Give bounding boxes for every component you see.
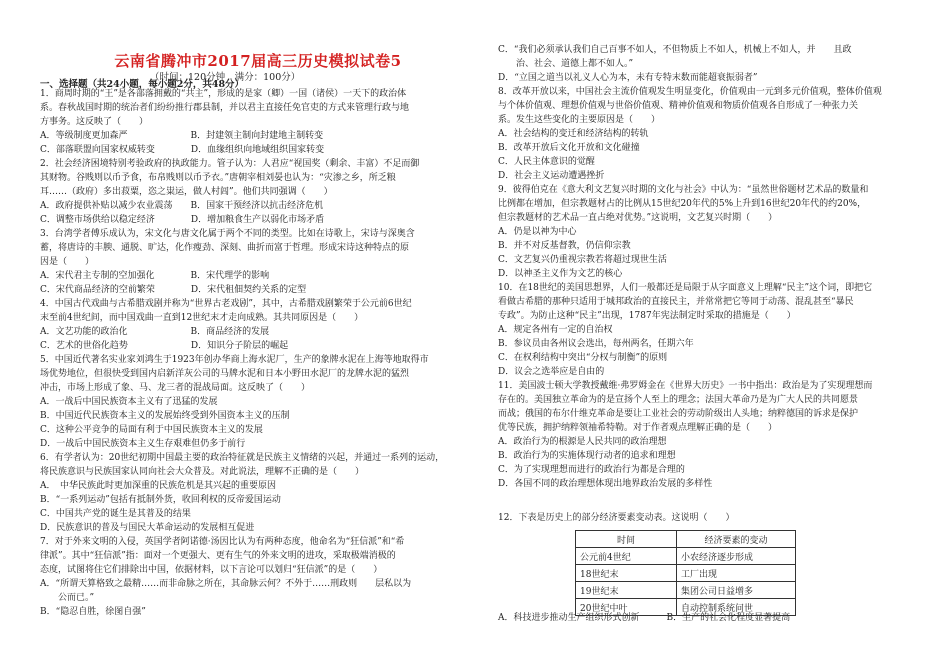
- text-line: C．文艺复兴仍重视宗教若将超过现世生活: [498, 255, 667, 265]
- text-line: 5．中国近代著名实业家刘鸿生于1923年创办华商上海水泥厂，生产的象牌水泥在上海等地取得市: [40, 355, 429, 365]
- text-line: D．“立国之道当以礼义人心为本，未有专特末数而能超衰振弱者”: [498, 73, 758, 83]
- text-line: 态度，试图将住它们排除出中国，依据材料，以下言论可以划归“狂信派”的是（ ）: [40, 565, 383, 575]
- text-line: 4．中国古代戏曲与古希腊戏剧并称为“世界古老戏剧”，其中，古希腊戏剧繁荣于公元前6世纪: [40, 299, 412, 309]
- text-line: 12．下表是历史上的部分经济要素变动表。这说明（ ）: [498, 513, 735, 523]
- text-line: C．人民主体意识的觉醒: [498, 157, 595, 167]
- text-line: 系。发生这些变化的主要原因是（ ）: [498, 115, 661, 125]
- text-line: 11．美国波士顿大学教授戴维·弗罗姆金在《世界大历史》一书中指出：政治是为了实现理想而: [498, 381, 873, 391]
- table-cell: 公元前4世纪: [576, 548, 677, 565]
- text-line: B．改革开放后文化开放和文化碰撞: [498, 143, 640, 153]
- text-line: D．议会之选举应是自由的: [498, 367, 605, 377]
- text-line: A．社会结构的变迁和经济结构的转轨: [498, 129, 649, 139]
- text-line: 9．彼得伯克在《意大利文艺复兴时期的文化与社会》中认为：“虽然世俗题材艺术品的数量和: [498, 185, 869, 195]
- text-line: 优等民族，拥护纳粹领袖希特勒。对于作者观点理解正确的是（ ）: [498, 423, 778, 433]
- text-line: D．社会主义运动遭遇挫折: [498, 171, 605, 181]
- table-row: [576, 565, 796, 582]
- text-line: 冲击，市场上形成了象、马、龙三者的混战局面。这反映了（ ）: [40, 383, 311, 393]
- text-line: B．“隐忍自胜，徐图自强”: [40, 607, 146, 617]
- text-line: 其财物。谷贱则以币予食，布帛贱则以币予衣。”唐朝宰相刘晏也认为：“灾渗之乡，所乏粮: [40, 173, 396, 183]
- text-line: A．规定各州有一定的自治权: [498, 325, 613, 335]
- table-cell: 18世纪末: [576, 565, 677, 582]
- text-line: C．调整市场供给以稳定经济 D．增加粮食生产以弱化市场矛盾: [40, 215, 325, 225]
- text-line: D．一战后中国民族资本主义生存艰难但仍多于前行: [40, 439, 246, 449]
- text-line: C．在权利结构中突出“分权与制衡”的原则: [498, 353, 668, 363]
- text-line: 10．在18世纪的美国思想界，人们一般都还是局限于从字面意义上理解“民主”这个词，即把它: [498, 283, 873, 293]
- text-line: A．等级制度更加森严 B．封建领主制向封建地主制转变: [40, 131, 324, 141]
- text-line: 末至前4世纪间，而中国戏曲一直到12世纪末才走向成熟。其共同原因是（ ）: [40, 313, 364, 323]
- page-title: 云南省腾冲市2017届高三历史模拟试卷5: [114, 52, 402, 70]
- table-header-cell: 经济要素的变动: [677, 531, 796, 548]
- text-line: D．以神圣主义作为文艺的核心: [498, 269, 623, 279]
- text-line: 看做古希腊的那种只适用于城邦政治的直接民主，并常常把它等同于动荡、混乱甚至“暴民: [498, 297, 854, 307]
- text-line: C．部落联盟向国家权威转变 D．血缘组织向地域组织国家转变: [40, 145, 325, 155]
- text-line: A．一战后中国民族资本主义有了迅猛的发展: [40, 397, 218, 407]
- text-line: 但宗教题材的艺术品一直占绝对优势。”这说明，文艺复兴时期（ ）: [498, 213, 778, 223]
- text-line: A．宋代君主专制的空加强化 B．宋代理学的影响: [40, 271, 270, 281]
- text-line: A．科技进步推动生产组织形式创新 B．生产的社会化程度显著提高: [498, 613, 791, 623]
- text-line: D．各国不同的政治理想体现出地界政治发展的多样性: [498, 479, 713, 489]
- text-line: B．中国近代民族资本主义的发展始终受到外国资本主义的压制: [40, 411, 290, 421]
- exam-info: （时间：120分钟 满分：100分）: [150, 72, 301, 83]
- text-line: A．政府提供补贴以减少农业震荡 B．国家干预经济以抗击经济危机: [40, 201, 324, 211]
- text-line: 将民族意识与民族国家认同向社会大众普及。对此说法，理解不正确的是（ ）: [40, 467, 365, 477]
- text-line: 律派”。其中“狂信派”指：面对一个更强大、更有生气的外来文明的进攻，采取极端消极的: [40, 551, 396, 561]
- text-line: 耳……（政府）多出菽粟，恣之粜运，做人村闾”。他们共同强调（ ）: [40, 187, 333, 197]
- text-line: 治、社会、道德上都不如人。”: [498, 59, 634, 69]
- table-header-cell: 时间: [576, 531, 677, 548]
- text-line: 系。春秋战国时期的统治者们纷纷推行郡县制，并以君主直接任免官吏的方式来管理行政与地: [40, 103, 410, 113]
- text-line: C．为了实现理想而进行的政治行为都是合理的: [498, 465, 685, 475]
- text-line: 存在的。美国独立革命为的是宣扬个人至上的理念；法国大革命乃是为广大人民的共同愿景: [498, 395, 859, 405]
- text-line: A．仍是以神为中心: [498, 227, 577, 237]
- text-line: 7．对于外来文明的入侵，英国学者阿诺德·汤因比认为有两种态度，他命名为“狂信派”和“希: [40, 537, 405, 547]
- text-line: C．“我们必须承认我们自己百事不如人，不但物质上不如人，机械上不如人，并 且政: [498, 45, 852, 55]
- table-cell: 集团公司日益增多: [677, 582, 796, 599]
- text-line: C．艺术的世俗化趋势 D．知识分子阶层的崛起: [40, 341, 289, 351]
- table-row: [576, 599, 796, 616]
- text-line: B．“一系列运动”包括有抵制外货，收回利权的反帝爱国运动: [40, 495, 281, 505]
- text-line: 方事务。这反映了（ ）: [40, 117, 149, 127]
- text-line: 与个体价值观、理想价值观与世俗价值观、精神价值观和物质价值观各自形成了一种张力关: [498, 101, 859, 111]
- table-cell: 19世纪末: [576, 582, 677, 599]
- text-line: 2．社会经济困境特别考验政府的执政能力。管子认为：人君应“视国奖（剩余、丰富）不足而御: [40, 159, 420, 169]
- text-line: 3．台湾学者傅乐成认为，宋文化与唐文化属于两个不同的类型。比如在诗歌上，宋诗与深奥含: [40, 229, 415, 239]
- text-line: 公而已。”: [40, 593, 95, 603]
- table-row: [576, 582, 796, 599]
- table-cell: 自动控制系统问世: [677, 599, 796, 616]
- text-line: 1．商周时期的“王”是各部落拥戴的“共主”，形成的是家（卿）一国（诸侯）一天下的政治体: [40, 89, 407, 99]
- text-line: 因是（ ）: [40, 257, 95, 267]
- text-line: A． 中华民族此时更加深重的民族危机是其兴起的重要原因: [40, 481, 277, 491]
- text-line: C．宋代商品经济的空前繁荣 D．宋代租佃契约关系的定型: [40, 285, 307, 295]
- text-line: 场优势地位，但很快受到国内启新洋灰公司的马牌水泥和日本小野田水泥厂的龙牌水泥的猛烈: [40, 369, 410, 379]
- text-line: A．文艺功能的政治化 B．商品经济的发展: [40, 327, 270, 337]
- text-line: 比例都在增加，但宗教题材占的比例从15世纪20年代的5%上升到16世纪20年代的约20%，: [498, 199, 867, 209]
- text-line: 8．改革开放以来，中国社会主流价值观发生明显变化，价值观由一元到多元价值观，整体价值观: [498, 87, 882, 97]
- text-line: A．政治行为的根源是人民共同的政治理想: [498, 437, 667, 447]
- text-line: 而战；俄国的布尔什维克革命是要让工业社会的劳动阶级出人头地；纳粹德国的诉求是保护: [498, 409, 859, 419]
- economic-factors-table: [575, 530, 796, 616]
- table-header-row: [576, 531, 796, 548]
- text-line: C．这种公平竞争的局面有利于中国民族资本主义的发展: [40, 425, 263, 435]
- text-line: D．民族意识的普及与国民大革命运动的发展相互促进: [40, 523, 255, 533]
- text-line: 专政”。为防止这种“民主”出现，1787年宪法制定时采取的措施是（ ）: [498, 311, 796, 321]
- text-line: C．中国共产党的诞生是其普及的结果: [40, 509, 191, 519]
- table-cell: 20世纪中叶: [576, 599, 677, 616]
- text-line: B．并不对反基督教，仍信仰宗教: [498, 241, 631, 251]
- text-line: 蓄，将唐诗的丰腴、通脱、旷达，化作瘦劲、深刻、曲折而富于哲理。形成宋诗这种特点的原: [40, 243, 410, 253]
- text-line: B．参议员由各州议会选出，每州两名，任期六年: [498, 339, 694, 349]
- table-cell: 工厂出现: [677, 565, 796, 582]
- section-heading: 一、选择题（共24小题，每小题2分，共48分）: [40, 79, 245, 90]
- text-line: B．政治行为的实施体现行动者的追求和理想: [498, 451, 676, 461]
- text-line: A．“所谓天算格致之最精……而非命脉之所在，其命脉云何？不外于……刑政则 层私以为: [40, 579, 412, 589]
- table-cell: 小农经济逐步形成: [677, 548, 796, 565]
- table-row: [576, 548, 796, 565]
- text-line: 6．有学者认为：20世纪初期中国最主要的政治特征就是民族主义情绪的兴起，并通过一系列的运动，: [40, 453, 445, 463]
